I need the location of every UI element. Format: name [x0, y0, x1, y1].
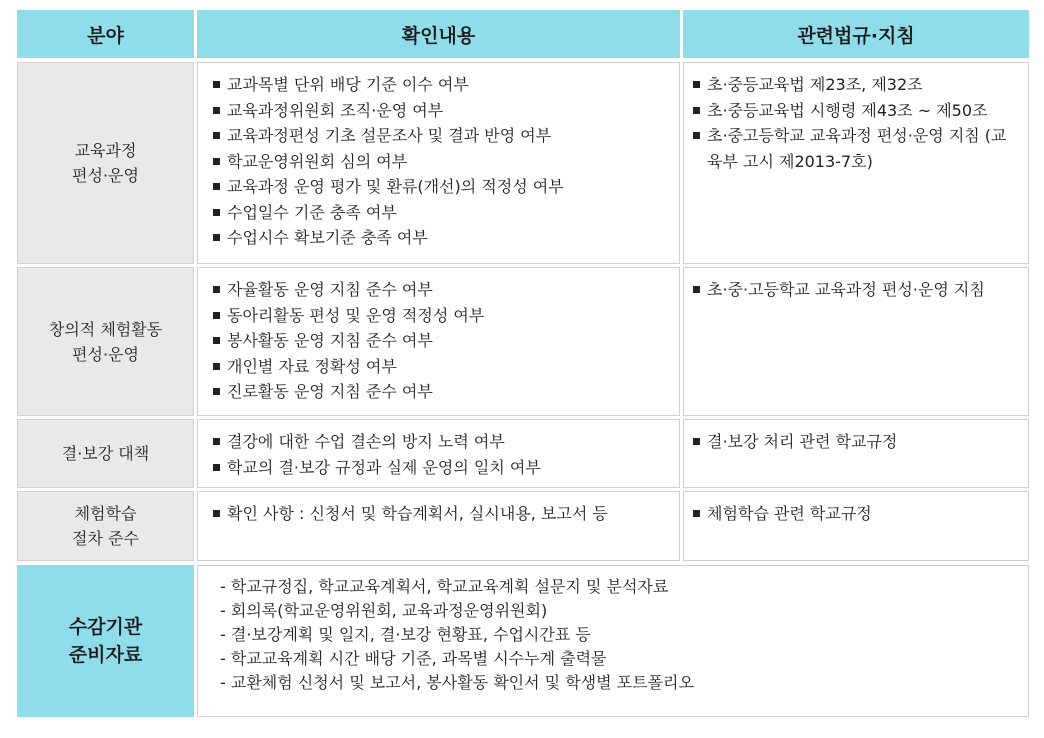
law-list — [683, 62, 1029, 264]
bullet-square-icon — [213, 286, 220, 293]
law-list — [683, 267, 1029, 416]
bullet-square-icon — [693, 510, 700, 517]
bullet-square-icon — [213, 234, 220, 241]
check-item: 결강에 대한 수업 결손의 방지 노력 여부 — [210, 429, 669, 455]
row-category — [17, 419, 194, 488]
check-list — [197, 419, 680, 488]
category-line: 편성·운영 — [72, 166, 139, 185]
check-item: 동아리활동 편성 및 운영 적정성 여부 — [210, 303, 669, 329]
law-item: 체험학습 관련 학교규정 — [690, 501, 1018, 527]
category-line: 창의적 체험활동 — [48, 319, 163, 339]
check-list — [197, 491, 680, 561]
bullet-square-icon — [213, 209, 220, 216]
check-item: 자율활동 운영 지침 준수 여부 — [210, 277, 669, 303]
law-item: 초·중등교육법 시행령 제43조 ~ 제50조 — [690, 98, 1020, 124]
check-list — [197, 62, 680, 264]
bullet-square-icon — [213, 510, 220, 517]
header-law-label: 관련법규·지침 — [797, 24, 915, 47]
law-list — [683, 491, 1029, 561]
check-list — [197, 267, 680, 416]
bullet-square-icon — [213, 337, 220, 344]
header-check-label: 확인내용 — [401, 24, 476, 47]
check-item: 교육과정편성 기초 설문조사 및 결과 반영 여부 — [210, 123, 669, 149]
prep-item: - 결·보강계획 및 일지, 결·보강 현황표, 수업시간표 등 — [220, 625, 591, 644]
bullet-square-icon — [213, 464, 220, 471]
prep-category-line: 준비자료 — [68, 644, 143, 666]
check-item: 학교운영위원회 심의 여부 — [210, 149, 669, 175]
check-item: 수업일수 기준 충족 여부 — [210, 200, 669, 226]
law-item: 초·중·고등학교 교육과정 편성·운영 지침 — [690, 277, 998, 303]
law-list — [683, 419, 1029, 488]
bullet-square-icon — [693, 438, 700, 445]
prep-item: - 학교규정집, 학교교육계획서, 학교교육계획 설문지 및 분석자료 — [220, 577, 669, 596]
prep-item: - 학교교육계획 시간 배당 기준, 과목별 시수누계 출력물 — [220, 649, 607, 668]
prep-category — [17, 565, 194, 717]
bullet-square-icon — [213, 158, 220, 165]
category-line: 체험학습 — [74, 504, 137, 523]
row-category — [17, 491, 194, 561]
row-category — [17, 267, 194, 416]
category-line: 결·보강 대책 — [61, 444, 150, 463]
check-item: 봉사활동 운영 지침 준수 여부 — [210, 328, 669, 354]
check-item: 교육과정위원회 조직·운영 여부 — [210, 98, 669, 124]
bullet-square-icon — [213, 388, 220, 395]
bullet-square-icon — [693, 107, 700, 114]
check-item: 수업시수 확보기준 충족 여부 — [210, 225, 669, 251]
prep-item: - 교환체험 신청서 및 보고서, 봉사활동 확인서 및 학생별 포트폴리오 — [220, 673, 694, 692]
law-item: 초·중고등학교 교육과정 편성·운영 지침 (교육부 고시 제2013-7호) — [690, 123, 1020, 174]
check-item: 개인별 자료 정확성 여부 — [210, 354, 669, 380]
law-item: 결·보강 처리 관련 학교규정 — [690, 429, 1018, 455]
header-check — [197, 10, 680, 58]
header-field — [17, 10, 194, 58]
bullet-square-icon — [213, 363, 220, 370]
bullet-square-icon — [213, 183, 220, 190]
bullet-square-icon — [213, 81, 220, 88]
prep-item: - 회의록(학교운영위원회, 교육과정운영위원회) — [220, 601, 548, 620]
bullet-square-icon — [693, 81, 700, 88]
check-item: 교과목별 단위 배당 기준 이수 여부 — [210, 72, 669, 98]
header-field-label: 분야 — [87, 24, 124, 47]
check-item: 학교의 결·보강 규정과 실제 운영의 일치 여부 — [210, 455, 669, 481]
law-item: 초·중등교육법 제23조, 제32조 — [690, 72, 1020, 98]
check-item: 진로활동 운영 지침 준수 여부 — [210, 379, 669, 405]
category-line: 편성·운영 — [72, 344, 139, 364]
prep-category-line: 수감기관 — [68, 616, 143, 638]
bullet-square-icon — [693, 132, 700, 139]
bullet-square-icon — [213, 132, 220, 139]
check-item: 확인 사항 : 신청서 및 학습계획서, 실시내용, 보고서 등 — [210, 501, 669, 527]
bullet-square-icon — [213, 107, 220, 114]
header-law — [683, 10, 1029, 58]
bullet-square-icon — [213, 438, 220, 445]
category-line: 절차 준수 — [72, 529, 139, 548]
row-category — [17, 62, 194, 264]
check-item: 교육과정 운영 평가 및 환류(개선)의 적정성 여부 — [210, 174, 669, 200]
bullet-square-icon — [693, 286, 700, 293]
category-line: 교육과정 — [74, 141, 137, 160]
bullet-square-icon — [213, 312, 220, 319]
prep-list — [197, 565, 1029, 717]
